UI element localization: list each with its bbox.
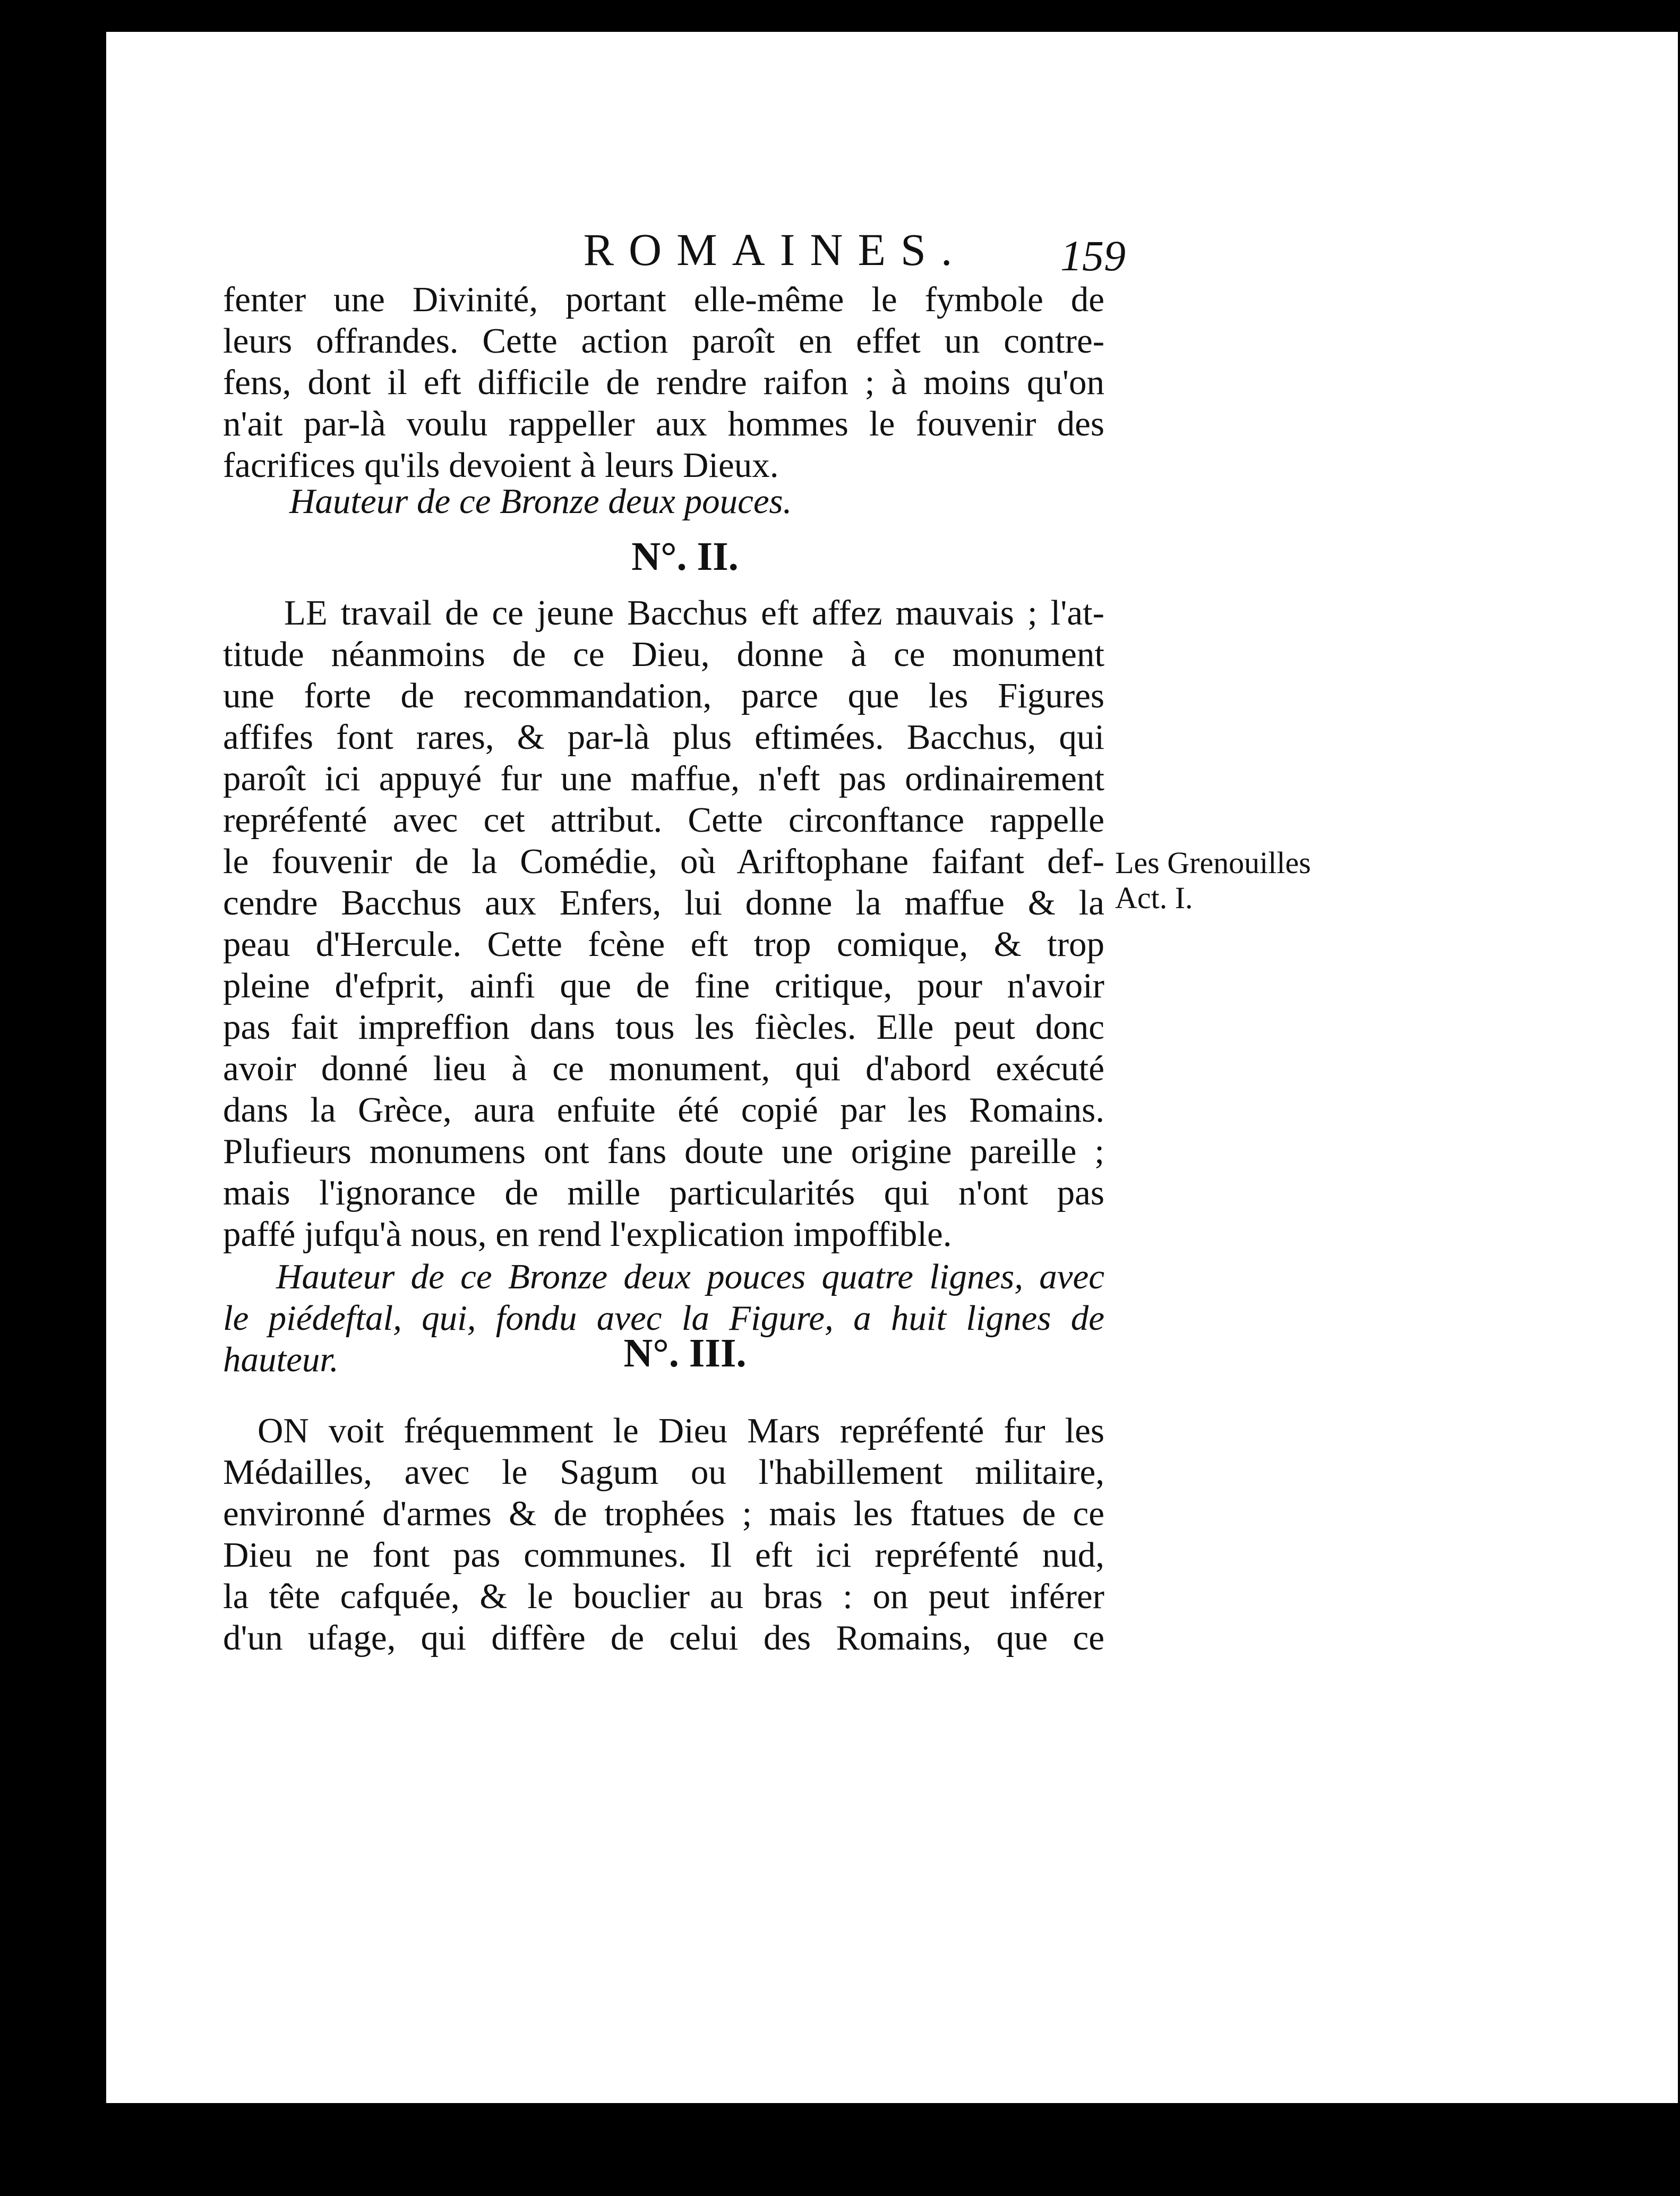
intro-paragraph (223, 279, 1104, 486)
height-note-line: hauteur. (223, 1340, 339, 1379)
text-line: mais l'ignorance de mille particularités qui n'ont pas (223, 1173, 1104, 1212)
text-line: fenter une Divinité, portant elle-même le fymbole de (223, 280, 1104, 319)
text-line: Médailles, avec le Sagum ou l'habillement militaire, (223, 1452, 1104, 1492)
text-line: environné d'armes & de trophées ; mais les ftatues de ce (223, 1494, 1104, 1533)
text-line: pas fait impreffion dans tous les fiècles. Elle peut donc (223, 1007, 1104, 1047)
section-3-paragraph (223, 1410, 1104, 1659)
text-line: la tête cafquée, & le bouclier au bras : on peut inférer (223, 1577, 1104, 1616)
height-note: Hauteur de ce Bronze deux pouces. (289, 482, 792, 521)
intro-height-note (289, 481, 1104, 522)
text-line: repréfenté avec cet attribut. Cette circonftance rappelle (223, 800, 1104, 840)
text-line: affifes font rares, & par-là plus eftimées. Bacchus, qui (223, 717, 1104, 757)
margin-note-line: Act. I. (1115, 881, 1193, 915)
section-heading-3: N°. III. (623, 1331, 747, 1375)
text-line: Plufieurs monumens ont fans doute une origine pareille ; (223, 1132, 1104, 1171)
text-line: n'ait par-là voulu rappeller aux hommes le fouvenir des (223, 404, 1104, 443)
text-line: paffé jufqu'à nous, en rend l'explication impoffible. (223, 1215, 952, 1254)
text-line: pleine d'efprit, ainfi que de fine critique, pour n'avoir (223, 966, 1104, 1005)
text-line: leurs offrandes. Cette action paroît en effet un contre- (223, 321, 1104, 361)
text-line: une forte de recommandation, parce que les Figures (223, 676, 1104, 715)
text-line: fens, dont il eft difficile de rendre raifon ; à moins qu'on (223, 363, 1104, 402)
text-line: avoir donné lieu à ce monument, qui d'abord exécuté (223, 1049, 1104, 1088)
height-note-line: Hauteur de ce Bronze deux pouces quatre lignes, avec (276, 1257, 1104, 1296)
running-head: ROMAINES. (583, 224, 967, 275)
text-line: titude néanmoins de ce Dieu, donne à ce monument (223, 635, 1104, 674)
text-line: ON voit fréquemment le Dieu Mars repréfenté fur les (258, 1411, 1104, 1450)
margin-note (1115, 845, 1338, 916)
section-2-paragraph (223, 592, 1104, 1255)
text-line: peau d'Hercule. Cette fcène eft trop comique, & trop (223, 925, 1104, 964)
text-line: paroît ici appuyé fur une maffue, n'eft pas ordinairement (223, 759, 1104, 798)
text-line: d'un ufage, qui diffère de celui des Romains, que ce (223, 1618, 1104, 1657)
text-line: Dieu ne font pas communes. Il eft ici repréfenté nud, (223, 1535, 1104, 1575)
section-heading-2: N°. II. (631, 534, 739, 579)
page-number: 159 (1060, 232, 1126, 280)
height-note-line: le piédeftal, qui, fondu avec la Figure, a huit lignes de (223, 1298, 1104, 1338)
text-line: dans la Grèce, aura enfuite été copié par les Romains. (223, 1090, 1104, 1130)
text-line: facrifices qu'ils devoient à leurs Dieux. (223, 446, 779, 485)
text-line: LE travail de ce jeune Bacchus eft affez mauvais ; l'at- (284, 593, 1104, 633)
text-line: cendre Bacchus aux Enfers, lui donne la maffue & la (223, 883, 1104, 922)
margin-note-line: Les Grenouilles (1115, 845, 1311, 880)
text-line: le fouvenir de la Comédie, où Ariftophane faifant def- (223, 842, 1104, 881)
